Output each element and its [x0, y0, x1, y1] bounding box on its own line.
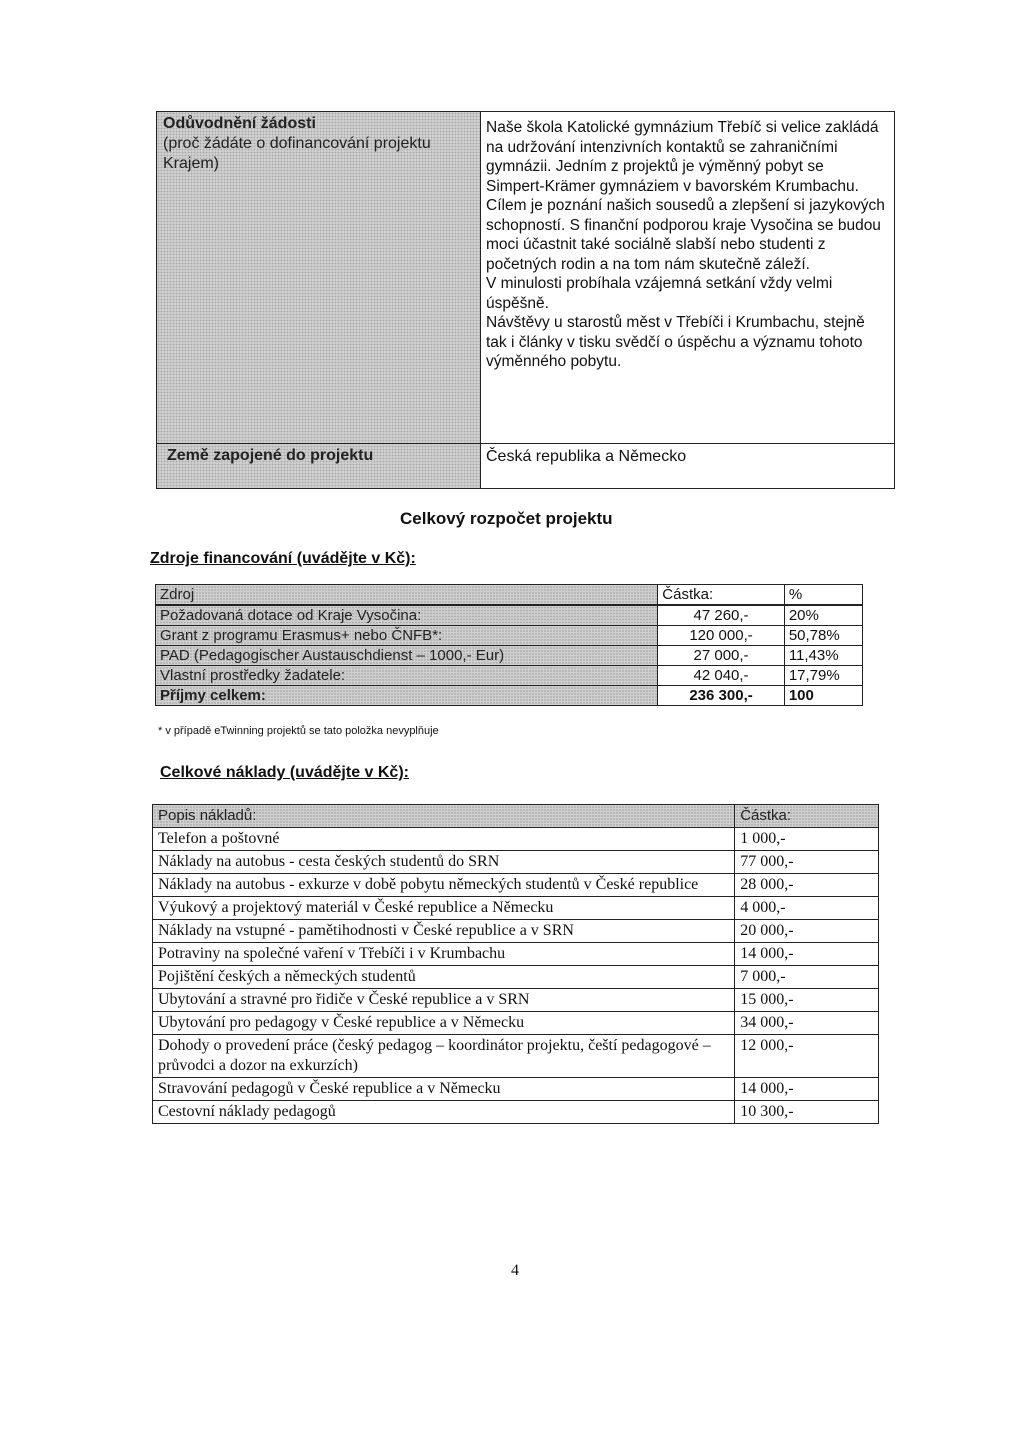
- table-row: [153, 828, 879, 851]
- cost-description: Náklady na autobus - cesta českých studentů do SRN: [153, 851, 735, 874]
- funding-total-row: [156, 686, 863, 706]
- cost-description: Stravování pedagogů v České republice a v Německu: [153, 1078, 735, 1101]
- table-row: [153, 920, 879, 943]
- funding-total-amount: 236 300,-: [658, 686, 785, 706]
- table-row: [156, 666, 863, 686]
- cost-amount: 77 000,-: [735, 851, 879, 874]
- cost-amount: 34 000,-: [735, 1012, 879, 1035]
- table-row: [153, 874, 879, 897]
- funding-col-percent: %: [784, 585, 862, 606]
- table-row: [153, 1078, 879, 1101]
- funding-source: Grant z programu Erasmus+ nebo ČNFB*:: [156, 626, 658, 646]
- funding-col-amount: Částka:: [658, 585, 785, 606]
- funding-percent: 11,43%: [784, 646, 862, 666]
- costs-table: [152, 804, 879, 1124]
- table-row: [153, 897, 879, 920]
- cost-description: Ubytování pro pedagogy v České republice a v Německu: [153, 1012, 735, 1035]
- page-number: 4: [511, 1262, 519, 1279]
- cost-amount: 4 000,-: [735, 897, 879, 920]
- cost-amount: 28 000,-: [735, 874, 879, 897]
- table-row: [153, 851, 879, 874]
- funding-note: * v případě eTwinning projektů se tato položka nevyplňuje: [158, 725, 439, 737]
- table-row: [153, 966, 879, 989]
- funding-source: Požadovaná dotace od Kraje Vysočina:: [156, 605, 658, 626]
- table-row: [153, 1101, 879, 1124]
- table-row: [156, 626, 863, 646]
- costs-col-description: Popis nákladů:: [153, 805, 735, 828]
- table-row: [156, 646, 863, 666]
- justification-label-title: Odůvodnění žádosti: [163, 115, 316, 132]
- cost-amount: 12 000,-: [735, 1035, 879, 1078]
- funding-amount: 27 000,-: [658, 646, 785, 666]
- sources-heading: Zdroje financování (uvádějte v Kč):: [150, 550, 416, 567]
- countries-label: Země zapojené do projektu: [167, 447, 374, 464]
- cost-description: Cestovní náklady pedagogů: [153, 1101, 735, 1124]
- table-divider: [157, 443, 894, 444]
- cost-amount: 1 000,-: [735, 828, 879, 851]
- cost-amount: 15 000,-: [735, 989, 879, 1012]
- costs-heading: Celkové náklady (uvádějte v Kč):: [160, 764, 409, 781]
- funding-total-percent: 100: [784, 686, 862, 706]
- funding-percent: 17,79%: [784, 666, 862, 686]
- funding-table: [155, 584, 863, 706]
- justification-label: [163, 114, 463, 174]
- justification-text: Naše škola Katolické gymnázium Třebíč si velice zakládá na udržování intenzivních kontaktů se zahraničními gymnázii. Jedním z projektů je výměnný pobyt se Simpert-Krämer gymnáziem v bavorském Krumbachu. Cílem je poznání našich sousedů a zlepšení si jazykových schopností. S finanční podporou kraje Vysočina se budou moci účastnit také sociálně slabší nebo studenti z početných rodin a na tom nám skutečně záleží. V minulosti probíhala vzájemná setkání vždy velmi úspěšně. Návštěvy u starostů měst v Třebíči i Krumbachu, stejně tak i články v tisku svědčí o úspěchu a významu tohoto výměnného pobytu.: [486, 119, 885, 370]
- table-row: [156, 605, 863, 626]
- cost-description: Dohody o provedení práce (český pedagog – koordinátor projektu, čeští pedagogové – průvodci a dozor na exkurzích): [153, 1035, 735, 1078]
- cost-amount: 20 000,-: [735, 920, 879, 943]
- table-row: [153, 1035, 879, 1078]
- funding-col-source: Zdroj: [156, 585, 658, 606]
- justification-label-cell: [157, 112, 481, 488]
- cost-description: Pojištění českých a německých studentů: [153, 966, 735, 989]
- funding-source: PAD (Pedagogischer Austauschdienst – 1000,- Eur): [156, 646, 658, 666]
- cost-description: Ubytování a stravné pro řidiče v České republice a v SRN: [153, 989, 735, 1012]
- table-row: [153, 989, 879, 1012]
- cost-amount: 14 000,-: [735, 943, 879, 966]
- cost-amount: 10 300,-: [735, 1101, 879, 1124]
- funding-percent: 50,78%: [784, 626, 862, 646]
- cost-description: Náklady na vstupné - pamětihodnosti v České republice a v SRN: [153, 920, 735, 943]
- funding-percent: 20%: [784, 605, 862, 626]
- justification-label-subtitle: (proč žádáte o dofinancování projektu Krajem): [163, 135, 431, 172]
- table-row: [153, 943, 879, 966]
- funding-amount: 42 040,-: [658, 666, 785, 686]
- funding-source: Vlastní prostředky žadatele:: [156, 666, 658, 686]
- funding-total-label: Příjmy celkem:: [156, 686, 658, 706]
- countries-value: Česká republika a Německo: [486, 448, 687, 465]
- table-row: [153, 1012, 879, 1035]
- cost-description: Potraviny na společné vaření v Třebíči i v Krumbachu: [153, 943, 735, 966]
- justification-table: [156, 111, 895, 489]
- funding-header-row: [156, 585, 863, 606]
- funding-amount: 120 000,-: [658, 626, 785, 646]
- cost-amount: 7 000,-: [735, 966, 879, 989]
- budget-title: Celkový rozpočet projektu: [400, 509, 613, 528]
- cost-description: Náklady na autobus - exkurze v době pobytu německých studentů v České republice: [153, 874, 735, 897]
- cost-description: Výukový a projektový materiál v České republice a Německu: [153, 897, 735, 920]
- costs-header-row: [153, 805, 879, 828]
- cost-description: Telefon a poštovné: [153, 828, 735, 851]
- funding-amount: 47 260,-: [658, 605, 785, 626]
- costs-col-amount: Částka:: [735, 805, 879, 828]
- cost-amount: 14 000,-: [735, 1078, 879, 1101]
